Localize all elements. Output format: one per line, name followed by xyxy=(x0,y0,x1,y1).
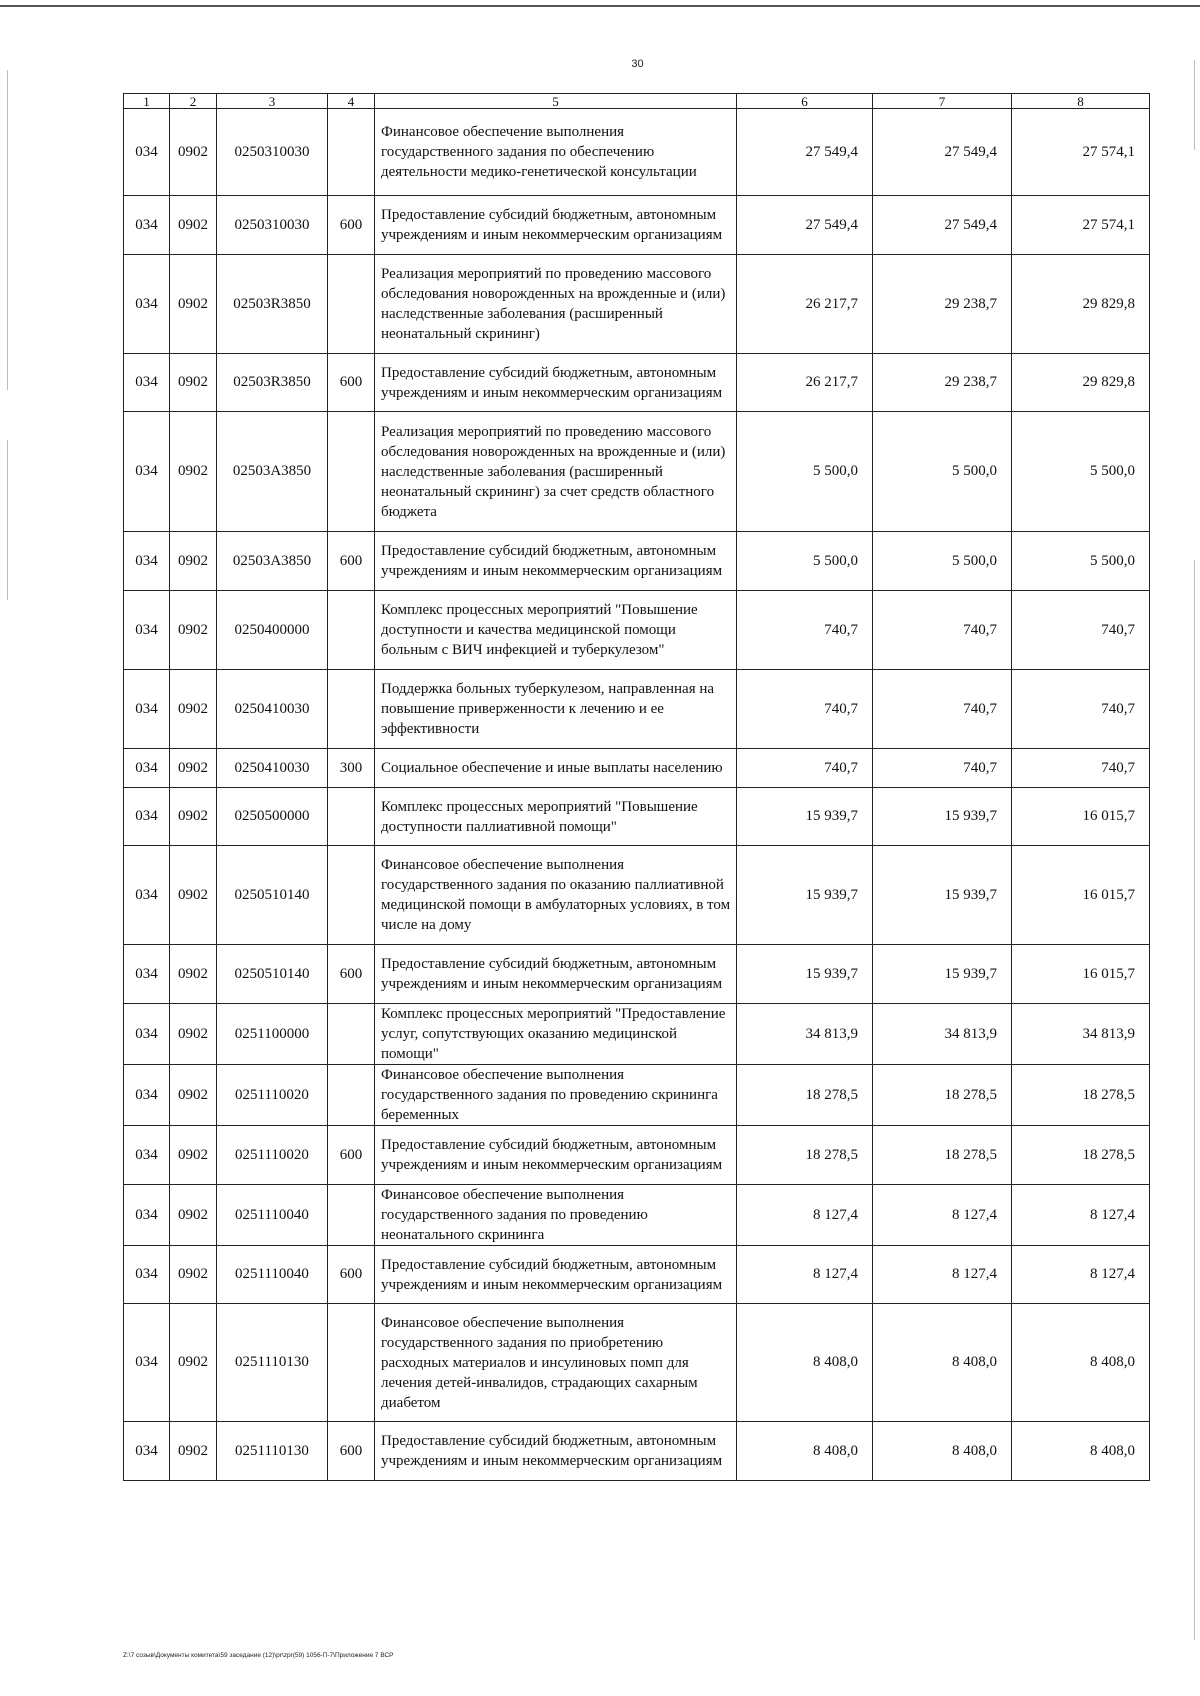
code-section-cell: 0902 xyxy=(170,788,217,846)
amount-year2-cell: 15 939,7 xyxy=(873,945,1012,1004)
table-row xyxy=(124,1185,1150,1246)
description-cell: Финансовое обеспечение выполнения государственного задания по проведению скрининга беременных xyxy=(375,1065,737,1126)
amount-year3-cell: 8 408,0 xyxy=(1012,1422,1150,1481)
code-target-article-cell: 0250510140 xyxy=(217,846,328,945)
code-target-article-cell: 0250500000 xyxy=(217,788,328,846)
description-cell: Социальное обеспечение и иные выплаты населению xyxy=(375,749,737,788)
code-section-cell: 0902 xyxy=(170,670,217,749)
code-section-cell: 0902 xyxy=(170,1126,217,1185)
amount-year2-cell: 34 813,9 xyxy=(873,1004,1012,1065)
code-expense-type-cell: 600 xyxy=(328,1422,375,1481)
table-row xyxy=(124,196,1150,255)
code-section-cell: 0902 xyxy=(170,354,217,412)
amount-year2-cell: 18 278,5 xyxy=(873,1126,1012,1185)
amount-year3-cell: 16 015,7 xyxy=(1012,846,1150,945)
amount-year1-cell: 8 127,4 xyxy=(737,1246,873,1304)
code-ministry-cell: 034 xyxy=(124,945,170,1004)
code-section-cell: 0902 xyxy=(170,255,217,354)
amount-year1-cell: 18 278,5 xyxy=(737,1126,873,1185)
table-row xyxy=(124,412,1150,532)
table-body xyxy=(124,109,1150,1481)
description-cell: Финансовое обеспечение выполнения государственного задания по оказанию паллиативной медицинской помощи в амбулаторных условиях, в том числе на дому xyxy=(375,846,737,945)
amount-year1-cell: 8 127,4 xyxy=(737,1185,873,1246)
amount-year1-cell: 740,7 xyxy=(737,670,873,749)
table-row xyxy=(124,1304,1150,1422)
amount-year3-cell: 18 278,5 xyxy=(1012,1126,1150,1185)
code-section-cell: 0902 xyxy=(170,532,217,591)
description-cell: Предоставление субсидий бюджетным, автономным учреждениям и иным некоммерческим организациям xyxy=(375,532,737,591)
table-row xyxy=(124,788,1150,846)
code-section-cell: 0902 xyxy=(170,412,217,532)
column-header: 2 xyxy=(170,94,217,109)
code-section-cell: 0902 xyxy=(170,196,217,255)
code-target-article-cell: 0250410030 xyxy=(217,670,328,749)
code-expense-type-cell: 600 xyxy=(328,354,375,412)
code-target-article-cell: 0250410030 xyxy=(217,749,328,788)
code-target-article-cell: 0250510140 xyxy=(217,945,328,1004)
code-target-article-cell: 0251110040 xyxy=(217,1185,328,1246)
code-target-article-cell: 0251110020 xyxy=(217,1126,328,1185)
table-row xyxy=(124,1246,1150,1304)
column-header: 1 xyxy=(124,94,170,109)
code-expense-type-cell xyxy=(328,412,375,532)
scan-left-edge-mark xyxy=(7,440,8,600)
description-cell: Предоставление субсидий бюджетным, автономным учреждениям и иным некоммерческим организациям xyxy=(375,196,737,255)
code-target-article-cell: 02503А3850 xyxy=(217,532,328,591)
code-ministry-cell: 034 xyxy=(124,1246,170,1304)
description-cell: Предоставление субсидий бюджетным, автономным учреждениям и иным некоммерческим организациям xyxy=(375,1246,737,1304)
amount-year3-cell: 5 500,0 xyxy=(1012,532,1150,591)
description-cell: Предоставление субсидий бюджетным, автономным учреждениям и иным некоммерческим организациям xyxy=(375,945,737,1004)
description-cell: Поддержка больных туберкулезом, направленная на повышение приверженности к лечению и ее эффективности xyxy=(375,670,737,749)
code-target-article-cell: 02503R3850 xyxy=(217,354,328,412)
amount-year2-cell: 15 939,7 xyxy=(873,788,1012,846)
table-row xyxy=(124,1422,1150,1481)
code-target-article-cell: 0251100000 xyxy=(217,1004,328,1065)
amount-year1-cell: 8 408,0 xyxy=(737,1304,873,1422)
page-number: 30 xyxy=(631,58,644,70)
amount-year3-cell: 18 278,5 xyxy=(1012,1065,1150,1126)
code-ministry-cell: 034 xyxy=(124,1185,170,1246)
footer-file-path: Z:\7 созыв\Документы комитета\59 заседание (12)\pr\zpr(59) 1056-П-7\Приложение 7 ВСР xyxy=(123,1652,394,1659)
code-target-article-cell: 0250310030 xyxy=(217,196,328,255)
amount-year1-cell: 27 549,4 xyxy=(737,196,873,255)
table-row xyxy=(124,532,1150,591)
amount-year3-cell: 740,7 xyxy=(1012,591,1150,670)
code-expense-type-cell: 600 xyxy=(328,1126,375,1185)
amount-year2-cell: 27 549,4 xyxy=(873,109,1012,196)
description-cell: Комплекс процессных мероприятий "Повышение доступности паллиативной помощи" xyxy=(375,788,737,846)
amount-year1-cell: 740,7 xyxy=(737,749,873,788)
amount-year1-cell: 34 813,9 xyxy=(737,1004,873,1065)
code-expense-type-cell: 600 xyxy=(328,196,375,255)
amount-year1-cell: 8 408,0 xyxy=(737,1422,873,1481)
code-section-cell: 0902 xyxy=(170,846,217,945)
amount-year3-cell: 29 829,8 xyxy=(1012,255,1150,354)
column-header: 7 xyxy=(873,94,1012,109)
code-expense-type-cell xyxy=(328,1185,375,1246)
table-row xyxy=(124,255,1150,354)
amount-year1-cell: 26 217,7 xyxy=(737,354,873,412)
code-section-cell: 0902 xyxy=(170,1065,217,1126)
code-target-article-cell: 0250400000 xyxy=(217,591,328,670)
scan-right-edge-mark xyxy=(1194,560,1195,1640)
table-row xyxy=(124,749,1150,788)
column-header: 8 xyxy=(1012,94,1150,109)
amount-year2-cell: 15 939,7 xyxy=(873,846,1012,945)
table-row xyxy=(124,591,1150,670)
amount-year2-cell: 27 549,4 xyxy=(873,196,1012,255)
code-ministry-cell: 034 xyxy=(124,1126,170,1185)
amount-year3-cell: 34 813,9 xyxy=(1012,1004,1150,1065)
amount-year3-cell: 740,7 xyxy=(1012,670,1150,749)
code-ministry-cell: 034 xyxy=(124,1065,170,1126)
amount-year3-cell: 27 574,1 xyxy=(1012,196,1150,255)
column-header: 5 xyxy=(375,94,737,109)
amount-year3-cell: 8 127,4 xyxy=(1012,1185,1150,1246)
amount-year2-cell: 8 408,0 xyxy=(873,1304,1012,1422)
code-expense-type-cell xyxy=(328,1065,375,1126)
column-header: 3 xyxy=(217,94,328,109)
description-cell: Предоставление субсидий бюджетным, автономным учреждениям и иным некоммерческим организациям xyxy=(375,354,737,412)
code-expense-type-cell xyxy=(328,255,375,354)
amount-year1-cell: 5 500,0 xyxy=(737,412,873,532)
description-cell: Комплекс процессных мероприятий "Повышение доступности и качества медицинской помощи больным с ВИЧ инфекцией и туберкулезом" xyxy=(375,591,737,670)
amount-year3-cell: 16 015,7 xyxy=(1012,945,1150,1004)
amount-year1-cell: 15 939,7 xyxy=(737,945,873,1004)
description-cell: Финансовое обеспечение выполнения государственного задания по приобретению расходных материалов и инсулиновых помп для лечения детей-инвалидов, страдающих сахарным диабетом xyxy=(375,1304,737,1422)
table-row xyxy=(124,109,1150,196)
code-target-article-cell: 0251110020 xyxy=(217,1065,328,1126)
amount-year2-cell: 18 278,5 xyxy=(873,1065,1012,1126)
amount-year3-cell: 8 127,4 xyxy=(1012,1246,1150,1304)
code-section-cell: 0902 xyxy=(170,1304,217,1422)
code-expense-type-cell xyxy=(328,1304,375,1422)
amount-year2-cell: 5 500,0 xyxy=(873,412,1012,532)
description-cell: Реализация мероприятий по проведению массового обследования новорожденных на врожденные и (или) наследственные заболевания (расширенный неонатальный скрининг) за счет средств областного бюджета xyxy=(375,412,737,532)
code-ministry-cell: 034 xyxy=(124,1304,170,1422)
amount-year1-cell: 15 939,7 xyxy=(737,846,873,945)
amount-year2-cell: 8 408,0 xyxy=(873,1422,1012,1481)
amount-year2-cell: 740,7 xyxy=(873,749,1012,788)
table-row xyxy=(124,945,1150,1004)
column-header: 6 xyxy=(737,94,873,109)
description-cell: Предоставление субсидий бюджетным, автономным учреждениям и иным некоммерческим организациям xyxy=(375,1422,737,1481)
code-ministry-cell: 034 xyxy=(124,255,170,354)
description-cell: Реализация мероприятий по проведению массового обследования новорожденных на врожденные и (или) наследственные заболевания (расширенный неонатальный скрининг) xyxy=(375,255,737,354)
code-expense-type-cell xyxy=(328,109,375,196)
code-ministry-cell: 034 xyxy=(124,670,170,749)
code-target-article-cell: 0251110130 xyxy=(217,1304,328,1422)
scan-left-edge-mark xyxy=(7,70,8,390)
code-section-cell: 0902 xyxy=(170,1185,217,1246)
code-expense-type-cell xyxy=(328,591,375,670)
code-ministry-cell: 034 xyxy=(124,788,170,846)
amount-year2-cell: 8 127,4 xyxy=(873,1246,1012,1304)
amount-year2-cell: 29 238,7 xyxy=(873,255,1012,354)
code-section-cell: 0902 xyxy=(170,109,217,196)
code-expense-type-cell xyxy=(328,670,375,749)
code-target-article-cell: 0251110040 xyxy=(217,1246,328,1304)
amount-year3-cell: 16 015,7 xyxy=(1012,788,1150,846)
scan-top-border xyxy=(0,5,1200,7)
amount-year3-cell: 5 500,0 xyxy=(1012,412,1150,532)
column-header: 4 xyxy=(328,94,375,109)
code-expense-type-cell: 600 xyxy=(328,945,375,1004)
description-cell: Финансовое обеспечение выполнения государственного задания по обеспечению деятельности медико-генетической консультации xyxy=(375,109,737,196)
amount-year1-cell: 27 549,4 xyxy=(737,109,873,196)
code-section-cell: 0902 xyxy=(170,1004,217,1065)
table-row xyxy=(124,846,1150,945)
code-target-article-cell: 0250310030 xyxy=(217,109,328,196)
amount-year3-cell: 29 829,8 xyxy=(1012,354,1150,412)
table-row xyxy=(124,1065,1150,1126)
code-section-cell: 0902 xyxy=(170,945,217,1004)
amount-year3-cell: 27 574,1 xyxy=(1012,109,1150,196)
code-expense-type-cell xyxy=(328,788,375,846)
code-expense-type-cell: 300 xyxy=(328,749,375,788)
code-ministry-cell: 034 xyxy=(124,1422,170,1481)
amount-year1-cell: 26 217,7 xyxy=(737,255,873,354)
amount-year3-cell: 8 408,0 xyxy=(1012,1304,1150,1422)
table-row xyxy=(124,670,1150,749)
code-ministry-cell: 034 xyxy=(124,532,170,591)
code-expense-type-cell xyxy=(328,846,375,945)
code-section-cell: 0902 xyxy=(170,749,217,788)
code-ministry-cell: 034 xyxy=(124,412,170,532)
code-target-article-cell: 02503R3850 xyxy=(217,255,328,354)
code-ministry-cell: 034 xyxy=(124,1004,170,1065)
code-target-article-cell: 02503А3850 xyxy=(217,412,328,532)
description-cell: Комплекс процессных мероприятий "Предоставление услуг, сопутствующих оказанию медицинской помощи" xyxy=(375,1004,737,1065)
code-expense-type-cell: 600 xyxy=(328,532,375,591)
code-ministry-cell: 034 xyxy=(124,354,170,412)
code-ministry-cell: 034 xyxy=(124,591,170,670)
amount-year1-cell: 15 939,7 xyxy=(737,788,873,846)
code-section-cell: 0902 xyxy=(170,591,217,670)
amount-year2-cell: 5 500,0 xyxy=(873,532,1012,591)
code-ministry-cell: 034 xyxy=(124,846,170,945)
code-section-cell: 0902 xyxy=(170,1246,217,1304)
scan-right-edge-mark xyxy=(1194,60,1195,150)
amount-year2-cell: 740,7 xyxy=(873,591,1012,670)
code-expense-type-cell xyxy=(328,1004,375,1065)
code-target-article-cell: 0251110130 xyxy=(217,1422,328,1481)
table-row xyxy=(124,354,1150,412)
code-expense-type-cell: 600 xyxy=(328,1246,375,1304)
amount-year1-cell: 5 500,0 xyxy=(737,532,873,591)
amount-year1-cell: 18 278,5 xyxy=(737,1065,873,1126)
table-row xyxy=(124,1126,1150,1185)
amount-year2-cell: 740,7 xyxy=(873,670,1012,749)
table-row xyxy=(124,1004,1150,1065)
amount-year2-cell: 8 127,4 xyxy=(873,1185,1012,1246)
code-ministry-cell: 034 xyxy=(124,749,170,788)
description-cell: Финансовое обеспечение выполнения государственного задания по проведению неонатального скрининга xyxy=(375,1185,737,1246)
table-header-row xyxy=(124,94,1150,109)
code-ministry-cell: 034 xyxy=(124,196,170,255)
code-section-cell: 0902 xyxy=(170,1422,217,1481)
budget-table xyxy=(123,93,1150,1481)
amount-year2-cell: 29 238,7 xyxy=(873,354,1012,412)
amount-year3-cell: 740,7 xyxy=(1012,749,1150,788)
description-cell: Предоставление субсидий бюджетным, автономным учреждениям и иным некоммерческим организациям xyxy=(375,1126,737,1185)
amount-year1-cell: 740,7 xyxy=(737,591,873,670)
code-ministry-cell: 034 xyxy=(124,109,170,196)
